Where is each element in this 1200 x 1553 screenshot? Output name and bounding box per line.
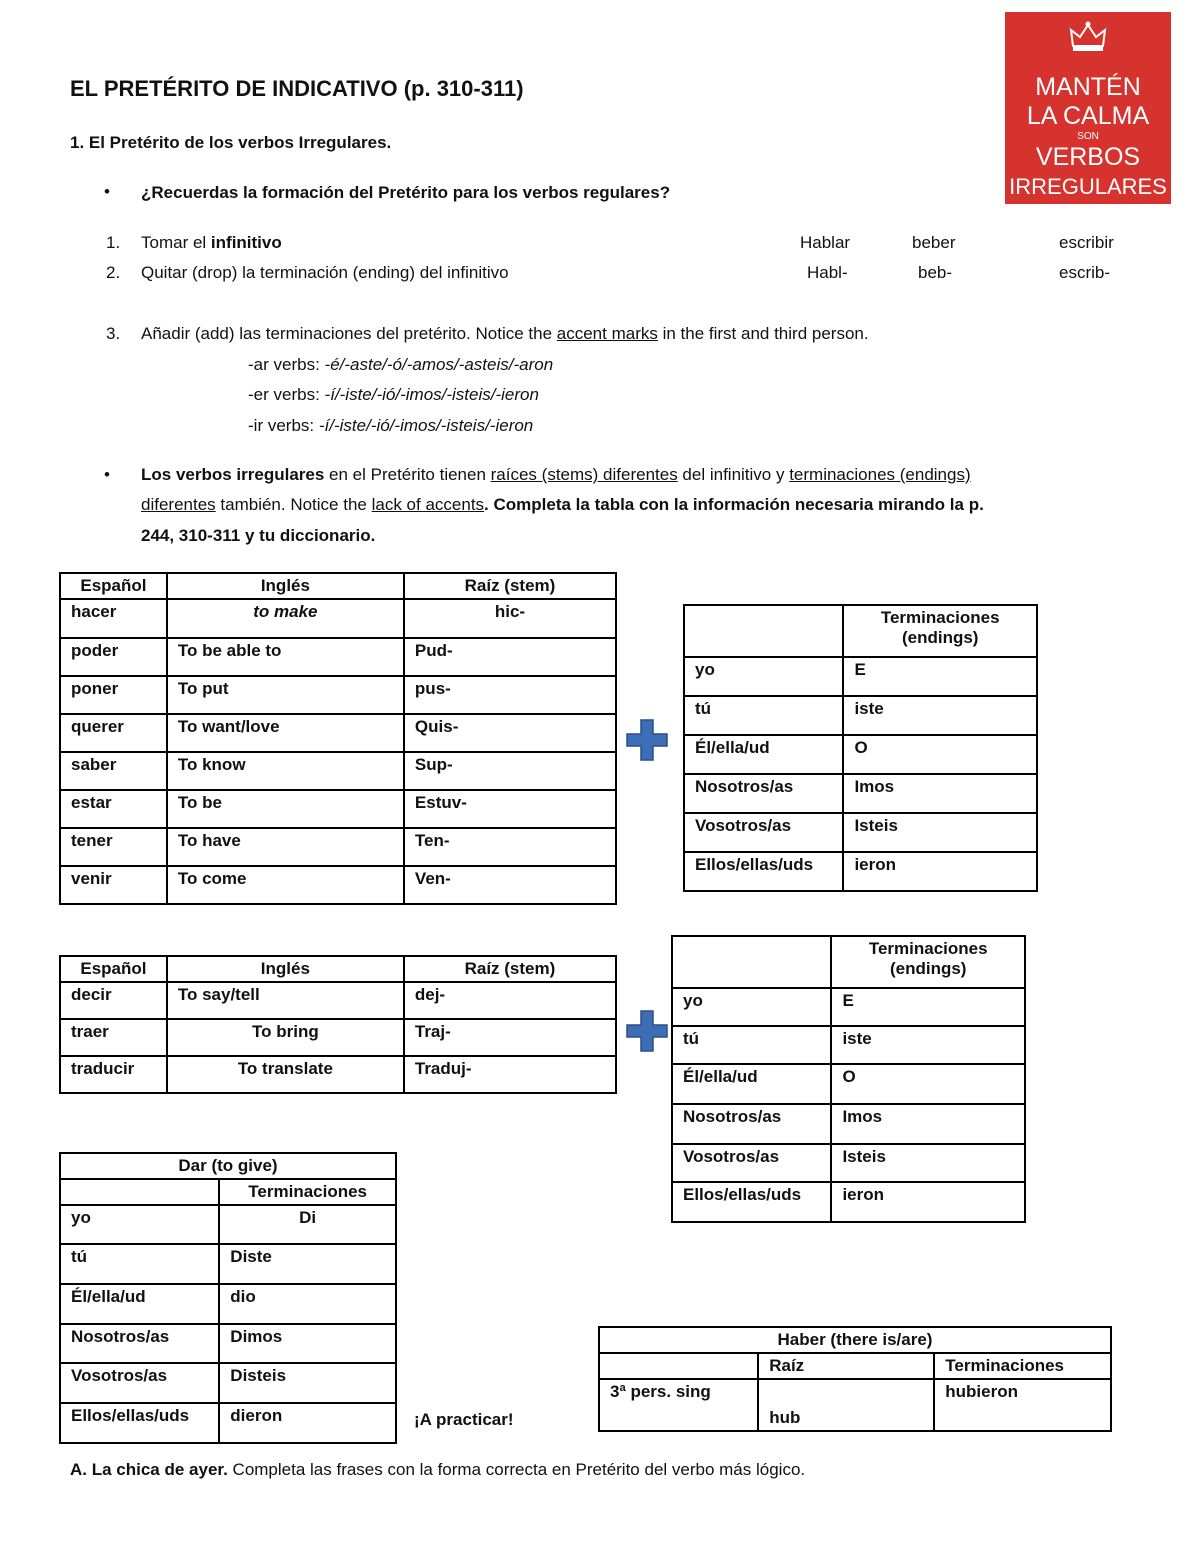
- cell-ending: Disteis: [219, 1363, 396, 1403]
- col-header-ingles: Inglés: [167, 573, 404, 599]
- badge-line-2: LA CALMA: [1026, 102, 1150, 130]
- cell-english: To want/love: [167, 714, 404, 752]
- haber-header-raiz: Raíz: [758, 1353, 934, 1379]
- plus-icon: [625, 718, 669, 762]
- empty-cell: [60, 1179, 219, 1205]
- cell-person: Vosotros/as: [684, 813, 843, 852]
- plus-icon: [625, 1009, 669, 1053]
- cell-ending: ieron: [843, 852, 1037, 891]
- cell-stem: dej-: [404, 982, 616, 1019]
- dar-table: [59, 1152, 397, 1444]
- cell-verb: saber: [60, 752, 167, 790]
- cell-ending: dio: [219, 1284, 396, 1324]
- cell-ending: O: [843, 735, 1037, 774]
- cell-stem: Sup-: [404, 752, 616, 790]
- cell-ending: E: [843, 657, 1037, 696]
- cell-ending: Diste: [219, 1244, 396, 1284]
- dar-sub-header: Terminaciones: [219, 1179, 396, 1205]
- cell-person: tú: [672, 1026, 831, 1064]
- cell-ending: iste: [831, 1026, 1025, 1064]
- empty-cell: [672, 936, 831, 988]
- cell-verb: poner: [60, 676, 167, 714]
- cell-verb: tener: [60, 828, 167, 866]
- page-title: EL PRETÉRITO DE INDICATIVO (p. 310-311): [70, 76, 524, 101]
- cell-verb: querer: [60, 714, 167, 752]
- col-header-espanol: Español: [60, 956, 167, 982]
- cell-stem: Pud-: [404, 638, 616, 676]
- cell-stem: Estuv-: [404, 790, 616, 828]
- keep-calm-badge: [1005, 12, 1171, 204]
- ending-ir: -ir verbs: -í/-iste/-ió/-imos/-isteis/-ieron: [248, 416, 534, 435]
- cell-stem: Ten-: [404, 828, 616, 866]
- cell-verb: poder: [60, 638, 167, 676]
- cell-person: Ellos/ellas/uds: [60, 1403, 219, 1443]
- cell-stem: Traj-: [404, 1019, 616, 1056]
- example-escrib: escrib-: [1059, 263, 1111, 282]
- bullet-2-line-1: Los verbos irregulares en el Pretérito tienen raíces (stems) diferentes del infinitivo y terminaciones (endings): [141, 465, 971, 484]
- exercise-instruction: A. La chica de ayer. Completa las frases con la forma correcta en Pretérito del verbo más lógico.: [70, 1460, 806, 1479]
- bullet-2-line-3: 244, 310-311 y tu diccionario.: [141, 526, 376, 545]
- cell-person: tú: [684, 696, 843, 735]
- cell-verb: venir: [60, 866, 167, 904]
- cell-english: To be able to: [167, 638, 404, 676]
- col-header-raiz: Raíz (stem): [404, 956, 616, 982]
- ending-er: -er verbs: -í/-iste/-ió/-imos/-isteis/-ieron: [248, 385, 539, 404]
- dar-title: Dar (to give): [60, 1153, 396, 1179]
- cell-verb: traer: [60, 1019, 167, 1056]
- cell-person: Él/ella/ud: [672, 1064, 831, 1104]
- cell-person: Nosotros/as: [672, 1104, 831, 1144]
- badge-line-4: IRREGULARES: [1009, 174, 1167, 199]
- cell-person: Nosotros/as: [684, 774, 843, 813]
- cell-stem: hub: [758, 1379, 934, 1431]
- cell-verb: hacer: [60, 599, 167, 638]
- cell-ending: Imos: [843, 774, 1037, 813]
- cell-person: Vosotros/as: [60, 1363, 219, 1403]
- cell-stem: hic-: [404, 599, 616, 638]
- cell-person: Ellos/ellas/uds: [684, 852, 843, 891]
- cell-person: Él/ella/ud: [60, 1284, 219, 1324]
- bullet-2-line-2: diferentes también. Notice the lack of accents. Completa la tabla con la información necesaria mirando la p.: [141, 495, 984, 514]
- example-escribir: escribir: [1059, 233, 1114, 252]
- empty-cell: [599, 1353, 758, 1379]
- haber-table: [598, 1326, 1112, 1432]
- cell-english: To be: [167, 790, 404, 828]
- cell-verb: decir: [60, 982, 167, 1019]
- cell-stem: Ven-: [404, 866, 616, 904]
- haber-header-terminaciones: Terminaciones: [934, 1353, 1111, 1379]
- cell-person: Vosotros/as: [672, 1144, 831, 1182]
- cell-stem: Traduj-: [404, 1056, 616, 1093]
- badge-line-3: VERBOS: [1035, 143, 1141, 171]
- example-beber: beber: [912, 233, 956, 252]
- cell-ending: Imos: [831, 1104, 1025, 1144]
- cell-stem: pus-: [404, 676, 616, 714]
- cell-person: 3ª pers. sing: [599, 1379, 758, 1431]
- cell-english: To come: [167, 866, 404, 904]
- col-header-espanol: Español: [60, 573, 167, 599]
- bullet-question: ¿Recuerdas la formación del Pretérito para los verbos regulares?: [141, 183, 671, 202]
- endings-header: Terminaciones (endings): [831, 936, 1025, 988]
- step-3-text: Añadir (add) las terminaciones del pretérito. Notice the accent marks in the first and third person.: [141, 324, 869, 343]
- cell-ending: dieron: [219, 1403, 396, 1443]
- haber-title: Haber (there is/are): [599, 1327, 1111, 1353]
- cell-ending: iste: [843, 696, 1037, 735]
- irregular-j-stems-table: [59, 955, 617, 1094]
- badge-small: SON: [1077, 131, 1099, 142]
- cell-person: tú: [60, 1244, 219, 1284]
- cell-ending: ieron: [831, 1182, 1025, 1222]
- example-beb: beb-: [918, 263, 953, 282]
- cell-stem: Quis-: [404, 714, 616, 752]
- ending-ar: -ar verbs: -é/-aste/-ó/-amos/-asteis/-aron: [248, 355, 554, 374]
- cell-verb: estar: [60, 790, 167, 828]
- cell-person: Nosotros/as: [60, 1324, 219, 1363]
- step-number: 3.: [106, 324, 121, 343]
- cell-english: To translate: [167, 1056, 404, 1093]
- cell-form: hubieron: [934, 1379, 1111, 1431]
- cell-english: To put: [167, 676, 404, 714]
- cell-person: yo: [684, 657, 843, 696]
- step-1-text: Tomar el infinitivo: [141, 233, 282, 252]
- cell-verb: traducir: [60, 1056, 167, 1093]
- step-number: 1.: [106, 233, 121, 252]
- endings-table-2: [671, 935, 1026, 1223]
- cell-english: to make: [167, 599, 404, 638]
- cell-ending: Di: [219, 1205, 396, 1244]
- example-habl: Habl-: [807, 263, 848, 282]
- cell-ending: Isteis: [843, 813, 1037, 852]
- endings-table-1: [683, 604, 1038, 892]
- bullet-dot: •: [104, 182, 110, 201]
- cell-english: To say/tell: [167, 982, 404, 1019]
- col-header-raiz: Raíz (stem): [404, 573, 616, 599]
- bullet-dot: •: [104, 465, 110, 484]
- cell-ending: E: [831, 988, 1025, 1026]
- cell-person: yo: [60, 1205, 219, 1244]
- cell-english: To have: [167, 828, 404, 866]
- col-header-ingles: Inglés: [167, 956, 404, 982]
- cell-ending: Isteis: [831, 1144, 1025, 1182]
- practice-label: ¡A practicar!: [414, 1410, 514, 1429]
- cell-person: Él/ella/ud: [684, 735, 843, 774]
- cell-ending: Dimos: [219, 1324, 396, 1363]
- empty-cell: [684, 605, 843, 657]
- cell-english: To know: [167, 752, 404, 790]
- endings-header: Terminaciones (endings): [843, 605, 1037, 657]
- cell-person: Ellos/ellas/uds: [672, 1182, 831, 1222]
- section-heading: 1. El Pretérito de los verbos Irregulares.: [70, 133, 392, 152]
- cell-english: To bring: [167, 1019, 404, 1056]
- step-2-text: Quitar (drop) la terminación (ending) del infinitivo: [141, 263, 509, 282]
- example-hablar: Hablar: [800, 233, 851, 252]
- badge-line-1: MANTÉN: [1035, 73, 1141, 101]
- cell-person: yo: [672, 988, 831, 1026]
- cell-ending: O: [831, 1064, 1025, 1104]
- step-number: 2.: [106, 263, 121, 282]
- crown-icon: [1068, 20, 1108, 54]
- irregular-stems-table: [59, 572, 617, 905]
